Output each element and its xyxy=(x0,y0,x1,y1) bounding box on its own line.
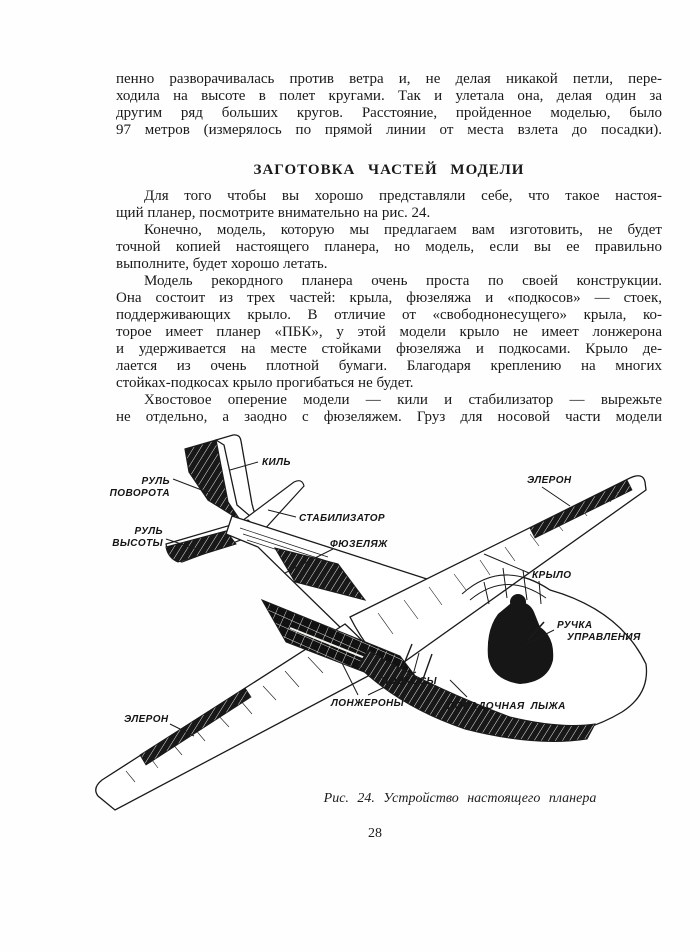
body-line: Для того чтобы вы хорошо представляли себе, что такое настоя- xyxy=(144,188,662,204)
body-line: и удерживается на месте стойками фюзеляжа и подкосами. Крыло де- xyxy=(116,341,662,357)
pilot-head xyxy=(510,594,526,610)
label-fuselage: ФЮЗЕЛЯЖ xyxy=(330,539,388,550)
label-struts: ПОДКОСЫ xyxy=(381,676,437,687)
body-line: стойках-подкосах крыло прогибаться не будет. xyxy=(116,375,414,391)
body-line: ходила на высоте в полет кругами. Так и улетала она, делая один за xyxy=(116,88,662,104)
paragraph xyxy=(116,273,662,392)
label-elevator-line1: РУЛЬ xyxy=(134,526,163,537)
body-line: лается из очень плотной бумаги. Благодаря креплению на многих xyxy=(116,358,662,374)
body-line: не отдельно, а заодно с фюзеляжем. Груз для носовой части модели xyxy=(116,409,662,425)
body-line: Она состоит из трех частей: крыла, фюзеляжа и «подкосов» — стоек, xyxy=(116,290,662,306)
body-line: выполните, будет хорошо летать. xyxy=(116,256,328,272)
label-control-stick-line1: РУЧКА xyxy=(557,620,593,631)
body-line: поддерживающих крыло. В отличие от «свободнонесущего» крыла, ко- xyxy=(116,307,662,323)
section-heading: ЗАГОТОВКА ЧАСТЕЙ МОДЕЛИ xyxy=(253,162,525,178)
body-line: Конечно, модель, которую мы предлагаем вам изготовить, не будет xyxy=(144,222,662,238)
body-line: щий планер, посмотрите внимательно на рис. 24. xyxy=(116,205,431,221)
glider-diagram xyxy=(90,432,670,812)
body-line: пенно разворачивалась против ветра и, не делая никакой петли, пере- xyxy=(116,71,662,87)
label-control-stick-line2: УПРАВЛЕНИЯ xyxy=(567,632,641,643)
label-wing: КРЫЛО xyxy=(532,570,572,581)
body-line: Модель рекордного планера очень проста по своей конструкции. xyxy=(144,273,662,289)
label-fin: КИЛЬ xyxy=(262,457,291,468)
label-aileron-left: ЭЛЕРОН xyxy=(124,714,169,725)
paragraph xyxy=(116,188,662,222)
page-number: 28 xyxy=(368,826,382,841)
body-line: торое имеет планер «ПБК», у этой модели крыло не имеет лонжерона xyxy=(116,324,662,340)
paragraph-intro xyxy=(116,71,662,139)
label-rudder-line1: РУЛЬ xyxy=(141,476,170,487)
label-spars: ЛОНЖЕРОНЫ xyxy=(331,698,405,709)
label-elevator-line2: ВЫСОТЫ xyxy=(112,538,163,549)
body-line: 97 метров (измерялось по прямой линии от места взлета до посадки). xyxy=(116,122,662,138)
figure-caption: Рис. 24. Устройство настоящего планера xyxy=(323,791,597,806)
body-line: другим ряд больших кругов. Расстояние, пройденное моделью, было xyxy=(116,105,662,121)
body-line: точной копией настоящего планера, но модель, если вы ее правильно xyxy=(116,239,662,255)
body-line: Хвостовое оперение модели — кили и стабилизатор — вырежьте xyxy=(144,392,662,408)
label-stabilizer: СТАБИЛИЗАТОР xyxy=(299,513,385,524)
label-landing-skid: ПОСАДОЧНАЯ ЛЫЖА xyxy=(447,701,566,712)
paragraph xyxy=(116,392,662,426)
label-aileron-right: ЭЛЕРОН xyxy=(527,475,572,486)
paragraph xyxy=(116,222,662,273)
label-rudder-line2: ПОВОРОТА xyxy=(109,488,170,499)
